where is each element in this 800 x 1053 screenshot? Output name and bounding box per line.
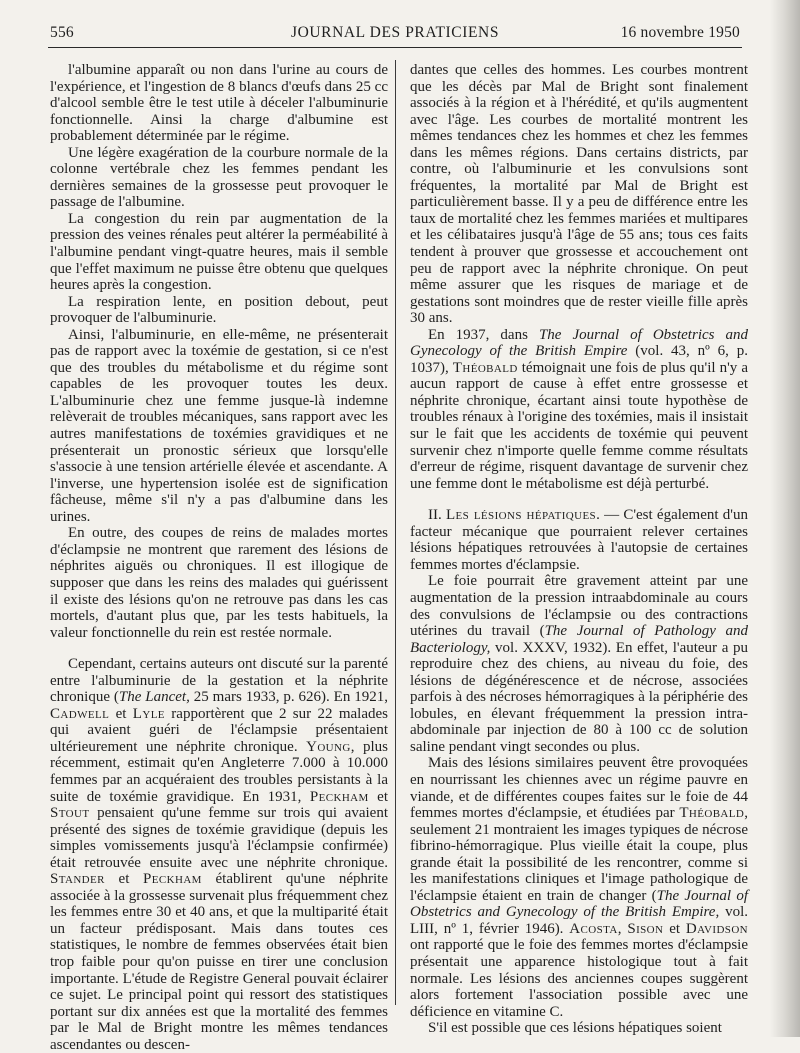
- text-run: II.: [428, 507, 446, 524]
- journal-title: JOURNAL DES PRATICIENS: [290, 24, 500, 41]
- text-run: En 1937, dans: [428, 326, 539, 343]
- paragraph: [410, 327, 748, 492]
- author-name: Sison: [627, 920, 664, 937]
- author-name: Stander: [50, 871, 105, 888]
- author-name: Stout: [50, 805, 90, 822]
- paragraph: [410, 755, 748, 1020]
- paragraph: [50, 145, 388, 211]
- author-name: Les lésions hépatiques: [445, 507, 597, 524]
- paragraph: [410, 507, 748, 573]
- paragraph: [50, 294, 388, 327]
- page-edge-shadow: [770, 0, 800, 1037]
- text-run: Le foie pourrait être gravement atteint par une augmentation de la pression intraabdominale au cours des convulsions de l'éclampsie ou des contractions utérines du travail (: [410, 573, 748, 640]
- paragraph: [50, 656, 388, 1053]
- author-name: Davidson: [685, 920, 749, 937]
- paragraph: [50, 62, 388, 145]
- text-run: rapportèrent que 2 sur 22 malades qui avaient guéri de l'éclampsie présentaient ultérieurement une néphrite chronique.: [50, 705, 388, 755]
- right-column: [410, 62, 748, 1037]
- header-rule: [48, 47, 742, 48]
- author-name: Peckham: [309, 788, 369, 805]
- author-name: Young: [306, 738, 351, 755]
- text-run: Ainsi, l'albuminurie, en elle-même, ne présenterait pas de rapport avec la toxémie de gestation, si ce n'est que des troubles du métabolisme et du régime sont capables de les provoquer toutes les deux. L'albuminurie chez une femme jusque-là indemne relèverait de troubles mécaniques, sans rapport avec les autres manifestations de toxémies gravidiques et ne présenterait un pronostic sérieux que lorsqu'elle s'associe à une tension artérielle élevée et ascendante. A l'inverse, une hypertension isolée est de signification fâcheuse, même s'il n'y a pas d'albumine dans les urines.: [50, 326, 388, 525]
- text-run: établirent qu'une néphrite associée à la grossesse survenait plus fréquemment chez les femmes entre 30 et 40 ans, et que la multiparité était un facteur prédisposant. Mais dans toutes ces statistiques, le nombre de femmes observées était bien trop faible pour qu'on puisse en tirer une conclusion importante. L'étude de Registre General pouvait éclairer ce sujet. Le principal point qui ressort des statistiques portant sur dix années est que la mortalité des femmes par le Mal de Bright montre les mêmes tendances ascendantes ou descen-: [50, 871, 389, 1053]
- citation-title: The Journal of Obstetrics and Gynecology of the British Empire,: [410, 887, 748, 921]
- issue-date: 16 novembre 1950: [620, 24, 740, 41]
- paragraph: [410, 62, 748, 327]
- column-divider: [395, 60, 396, 1005]
- author-name: Lyle: [132, 705, 165, 722]
- paragraph: [410, 1020, 748, 1037]
- left-column: [50, 62, 388, 1053]
- author-name: Peckham: [143, 871, 202, 888]
- text-run: 25 mars 1933, p. 626). En 1921,: [189, 689, 388, 706]
- text-run: vol. XXXV, 1932). En effet, l'auteur a pu reproduire chez des chiens, au niveau du foie, des lésions de dégénérescence et de nécrose, associées parfois à des nécroses hémorragiques à la périphérie des lobules, en élevant fréquemment la pression intra-abdominale par injection de 80 à 100 cc de solution saline pendant vingt secondes ou plus.: [410, 639, 748, 755]
- author-name: Théobald: [679, 805, 745, 822]
- text-run: Cependant, certains auteurs ont discuté sur la parenté entre l'albuminurie de la gestation et la néphrite chronique (: [50, 656, 388, 706]
- text-run: pensaient qu'une femme sur trois qui avaient présenté des signes de toxémie gravidique (depuis les simples vomissements jusqu'à l'éclampsie confirmée) était retrouvée ensuite avec une néphrite chronique.: [50, 805, 388, 871]
- text-run: La respiration lente, en position debout, peut provoquer de l'albuminurie.: [50, 293, 388, 327]
- text-run: vol. LIII, nº 1, février 1946).: [410, 904, 748, 937]
- paragraph: [410, 573, 748, 755]
- text-run: dantes que celles des hommes. Les courbes montrent que les décès par Mal de Bright sont finalement associés à la région et à l'hérédité, et qu'ils augmentent avec l'âge. Les courbes de mortalité montrent les mêmes tendances chez les hommes et chez les femmes dans les mêmes régions. Dans certains districts, par contre, où l'albuminurie et les convulsions sont fréquentes, la mortalité par Mal de Bright est particulièrement basse. Il y a peu de différence entre les taux de mortalité chez les femmes mariées et multipares et les célibataires jusqu'à l'âge de 55 ans; tous ces faits tendent à prouver que grossesse et accouchement ont peu de rapport avec la néphrite chronique. On peut même assurer que les risques de mariage et de gestations sont moindres que de rester vieille fille après 30 ans.: [410, 62, 748, 327]
- citation-title: The Journal of Pathology and Bacteriology,: [410, 623, 748, 656]
- running-header: [50, 24, 740, 46]
- text-run: Une légère exagération de la courbure normale de la colonne vertébrale chez les femmes pendant les dernières semaines de la grossesse peut provoquer le passage de l'albumine.: [50, 144, 388, 211]
- author-name: Acosta: [569, 920, 618, 937]
- text-run: l'albumine apparaît ou non dans l'urine au cours de l'expérience, et l'ingestion de 8 blancs d'œufs dans 25 cc d'alcool semble être le test utile à déceler l'albuminurie fonctionnelle. Ainsi la charge d'albumine est probablement déterminée par le régime.: [50, 62, 388, 145]
- text-run: La congestion du rein par augmentation de la pression des veines rénales peut altérer la perméabilité à l'albumine pendant vingt-quatre heures, mais il semble que l'effet maximum ne puisse être obtenu que quelques heures après la congestion.: [50, 210, 388, 294]
- text-run: ont rapporté que le foie des femmes mortes d'éclampsie présentait une apparence histologique tout à fait normale. Les lésions des anciennes coupes suggèrent alors fortement l'association possible avec une déficience en vitamine C.: [410, 937, 748, 1020]
- citation-title: The Lancet,: [118, 689, 190, 706]
- text-run: , plus récemment, estimait qu'en Angleterre 7.000 à 10.000 femmes par an acquéraient des troubles persistants à la suite de toxémie gravidique. En 1931,: [50, 738, 388, 805]
- text-run: et: [368, 788, 388, 805]
- paragraph: [50, 327, 388, 526]
- text-run: (vol. 43, nº 6, p. 1037),: [410, 343, 748, 376]
- paragraph: [50, 211, 388, 294]
- text-run: et: [104, 871, 144, 888]
- citation-title: The Journal of Obstetrics and Gynecology of the British Empire: [410, 326, 748, 360]
- text-run: S'il est possible que ces lésions hépatiques soient: [428, 1020, 722, 1037]
- text-run: et: [663, 920, 686, 937]
- text-run: et: [109, 705, 133, 722]
- text-run: En outre, des coupes de reins de malades mortes d'éclampsie ne montrent que rarement des lésions de néphrites aiguës ou chroniques. Il est illogique de supposer que dans les reins des malades qui guérissent il existe des lésions qu'on ne retrouve pas dans les cas mortels, d'autant plus que, par les tests habituels, la valeur fonctionnelle du rein est restée normale.: [50, 525, 388, 641]
- text-run: Mais des lésions similaires peuvent être provoquées en nourrissant les chiennes avec un régime pauvre en viande, et de différentes coupes faites sur le foie de 44 femmes mortes d'éclampsie, et étudiées par: [410, 755, 748, 822]
- page-number: 556: [50, 24, 74, 41]
- text-run: , seulement 21 montraient les images typiques de nécrose fibrino-hémorragique. Plus vieille était la coupe, plus grande était la possibilité de les rencontrer, comme si les manifestations cliniques et l'image pathologique de l'éclampsie étaient en train de changer (: [410, 805, 748, 904]
- author-name: Théobald: [452, 359, 518, 376]
- author-name: Cadwell: [50, 705, 110, 722]
- text-run: ,: [617, 920, 628, 937]
- text-run: témoignait une fois de plus qu'il n'y a aucun rapport de cause à effet entre grossesse et néphrite chronique, écartant ainsi toute hypothèse de troubles rénaux à l'origine des toxémies, mais il insistait sur le fait que les accidents de toxémie qui peuvent survenir chez n'importe quelle femme comme résultats d'erreur de régime, risquent davantage de survenir chez une femme dont le métabolisme est déjà perturbé.: [410, 359, 748, 492]
- paragraph: [50, 525, 388, 641]
- text-run: . — C'est également d'un facteur mécanique que pourraient relever certaines lésions hépatiques retrouvées à l'autopsie de certaines femmes mortes d'éclampsie.: [410, 507, 748, 573]
